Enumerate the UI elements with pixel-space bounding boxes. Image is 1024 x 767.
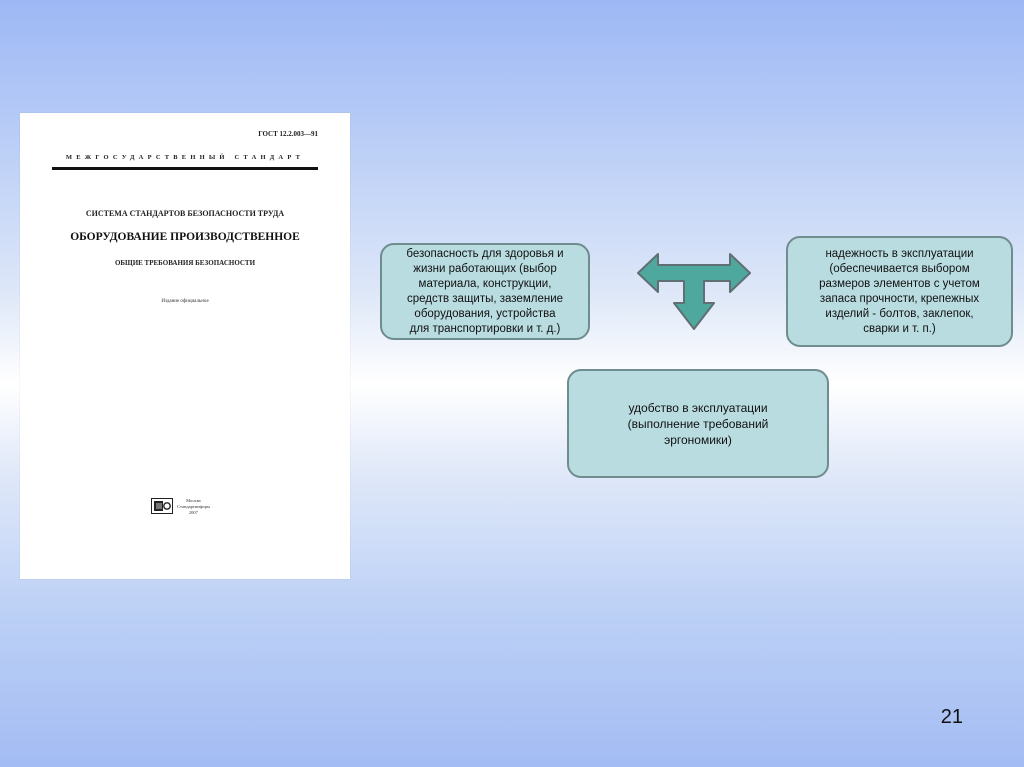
document-system: СИСТЕМА СТАНДАРТОВ БЕЗОПАСНОСТИ ТРУДА	[85, 209, 285, 218]
three-way-arrow-icon	[636, 251, 752, 331]
document-divider	[52, 167, 318, 170]
publisher-year: 2007	[188, 510, 198, 515]
reliability-requirement-box: надежность в эксплуатации (обеспечивается выбором размеров элементов с учетом запаса прочности, крепежных изделий - болтов, заклепок, сварки и т. п.)	[786, 236, 1013, 347]
document-edition: Издание официальное	[161, 299, 209, 304]
safety-requirement-box: безопасность для здоровья и жизни работающих (выбор материала, конструкции, средств защиты, заземление оборудования, устройства для транспортировки и т. д.)	[380, 243, 590, 340]
publisher-logo-icon	[151, 498, 173, 514]
document-subtitle: ОБЩИЕ ТРЕБОВАНИЯ БЕЗОПАСНОСТИ	[114, 259, 256, 267]
usability-requirement-box: удобство в эксплуатации (выполнение требований эргономики)	[567, 369, 829, 478]
publisher-city: Москва	[186, 498, 201, 503]
document-standard-label: МЕЖГОСУДАРСТВЕННЫЙ СТАНДАРТ	[65, 154, 305, 161]
document-title: ОБОРУДОВАНИЕ ПРОИЗВОДСТВЕННОЕ	[70, 231, 300, 243]
page-number: 21	[940, 706, 963, 728]
document-cover-image	[20, 113, 350, 579]
document-code: ГОСТ 12.2.003—91	[258, 130, 318, 138]
document-publisher	[177, 498, 210, 516]
publisher-name: Стандартинформ	[177, 504, 210, 509]
